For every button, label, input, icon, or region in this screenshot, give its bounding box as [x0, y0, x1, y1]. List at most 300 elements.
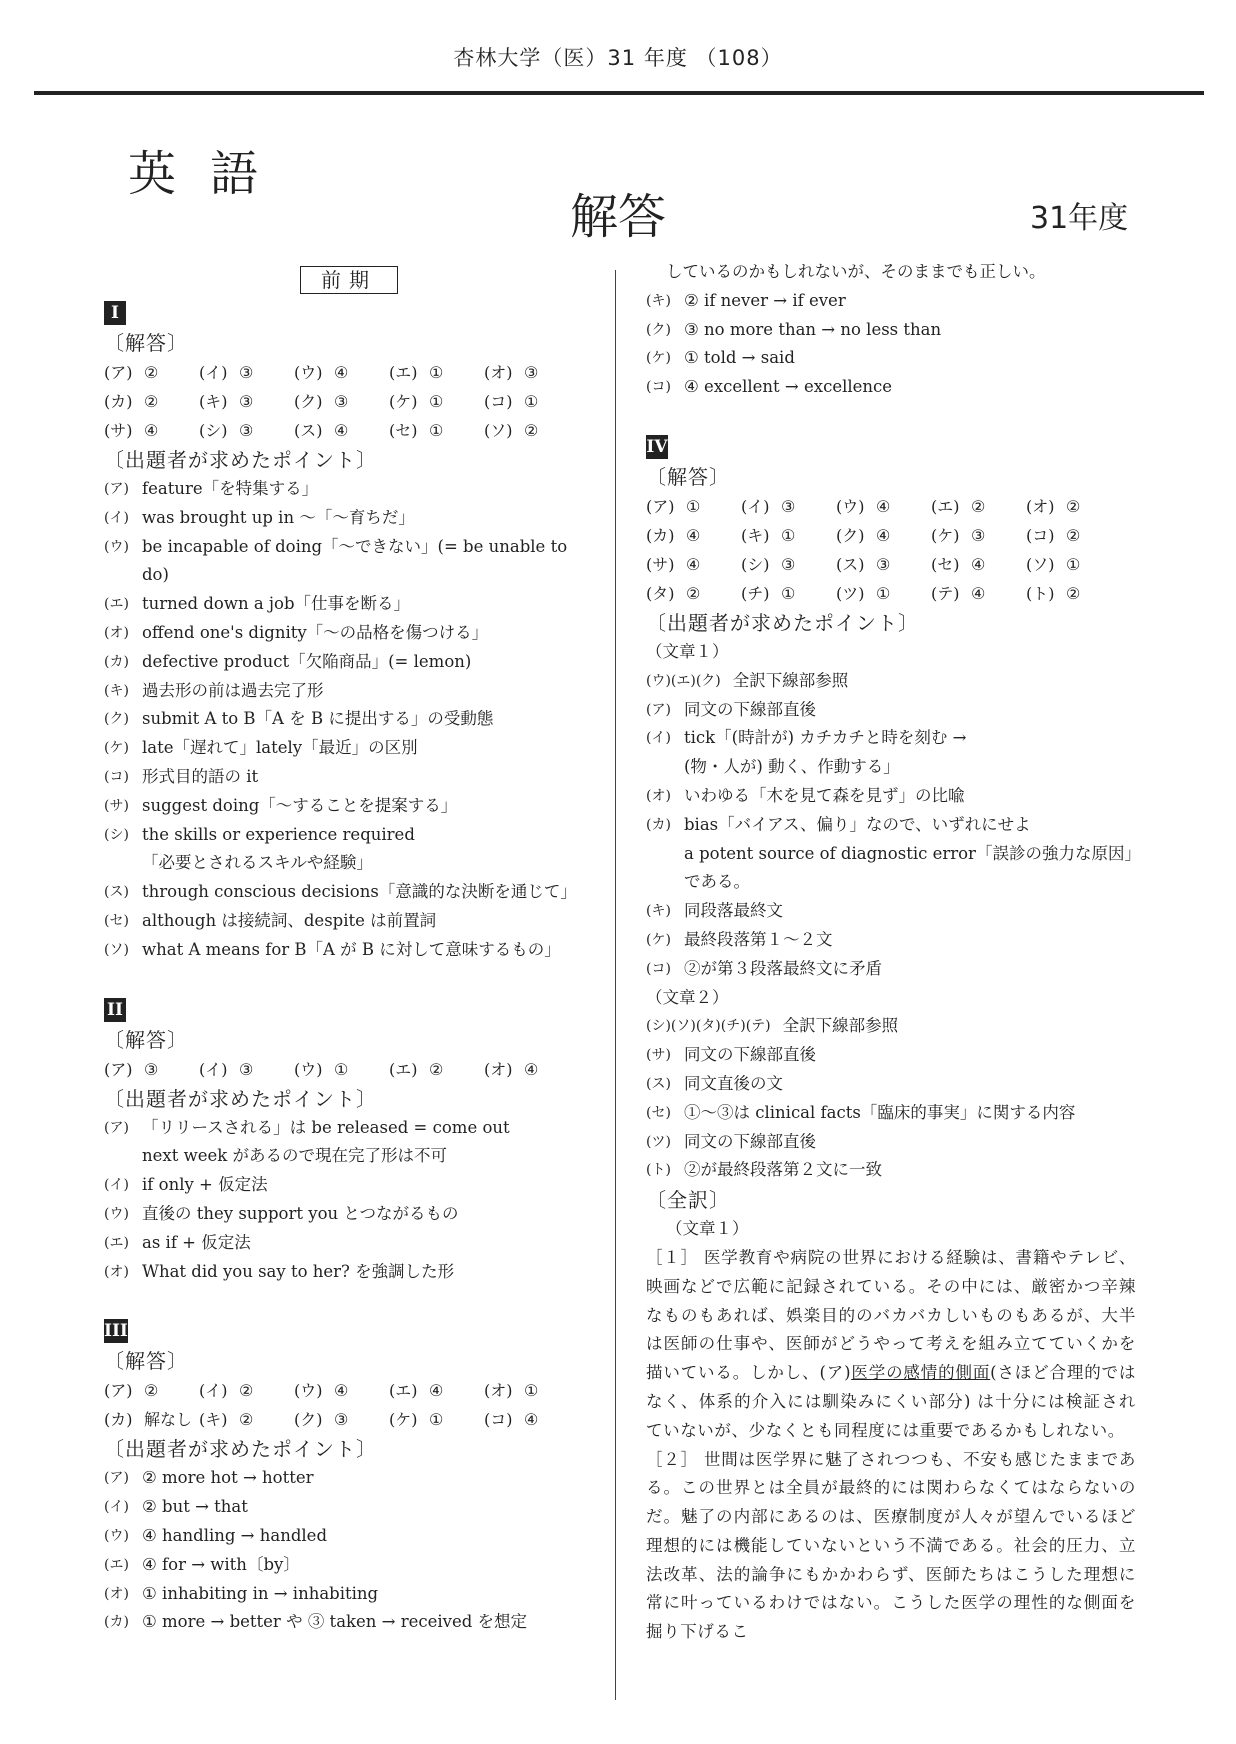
- answer-row: [646, 521, 1136, 550]
- points-heading: 〔出題者が求めたポイント〕: [104, 448, 377, 472]
- answer-value: ③: [876, 554, 891, 574]
- point-item: [104, 907, 594, 936]
- answer-value: ②: [1066, 525, 1081, 545]
- section-badge-2: II: [104, 998, 126, 1022]
- answer-label: (ウ): [294, 363, 323, 382]
- answer-item: [199, 358, 294, 387]
- answer-grid: [104, 1376, 594, 1434]
- answer-row: [104, 1405, 594, 1434]
- answer-item: [1026, 521, 1121, 550]
- point-label: (ス): [104, 884, 129, 901]
- point-label: (セ): [104, 912, 129, 929]
- point-label: (ウ): [104, 538, 129, 555]
- answer-label: (イ): [199, 363, 228, 382]
- point-label: (オ): [104, 624, 129, 641]
- answer-item: [199, 1405, 294, 1434]
- answer-item: [931, 579, 1026, 608]
- point-label: (イ): [104, 509, 129, 526]
- answer-label: (ケ): [931, 525, 960, 545]
- answer-value: ④: [876, 496, 891, 516]
- answer-value: ③: [239, 392, 254, 411]
- column-divider: [615, 270, 616, 1700]
- answer-label: (ク): [836, 525, 865, 545]
- answer-item: [199, 416, 294, 445]
- point-label: (エ): [104, 1234, 129, 1251]
- answer-value: ②: [971, 496, 986, 516]
- point-text: 直後の they support you とつながるもの: [142, 1203, 459, 1223]
- answer-label: (キ): [199, 392, 228, 411]
- point-text: 「必要とされるスキルや経験」: [142, 853, 373, 873]
- period-wrap: [104, 266, 594, 294]
- section-badge-4: IV: [646, 436, 668, 457]
- point-item: [646, 724, 1136, 753]
- answer-value: ①: [429, 1410, 444, 1430]
- point-item: [104, 734, 594, 763]
- point-label: (シ)(ソ)(タ)(チ)(テ): [646, 1018, 771, 1035]
- point-item: [646, 696, 1136, 725]
- header-rule: [34, 91, 1204, 95]
- answer-label: (ア): [646, 496, 675, 516]
- point-label: (キ): [646, 903, 671, 920]
- year-label: 31年度: [1030, 201, 1129, 236]
- point-label: (オ): [104, 1263, 129, 1280]
- point-text: 同文の下線部直後: [684, 1045, 816, 1065]
- answers-heading: 〔解答〕: [104, 1349, 188, 1374]
- answer-label: (ケ): [389, 392, 418, 411]
- para1-part-b: (さほど合理的ではなく、体系的介入には馴染みにくい部分) は十分には検証されていないが、少なくとも同程度には重要であるかもしれない。: [646, 1363, 1136, 1440]
- answer-value: ③: [144, 1059, 159, 1079]
- point-text: suggest doing「～することを提案する」: [142, 795, 458, 815]
- answer-grid: [104, 358, 594, 445]
- point-label: (ア): [104, 1119, 129, 1136]
- point-text: ④ for → with〔by〕: [142, 1554, 300, 1574]
- point-label: (イ): [104, 1177, 129, 1194]
- answer-value: ④: [334, 421, 349, 440]
- point-item: [104, 705, 594, 734]
- point-text: ②が最終段落第２文に一致: [684, 1160, 882, 1180]
- answer-label: (シ): [741, 554, 770, 574]
- answer-label: (カ): [646, 525, 675, 545]
- answer-label: (ク): [294, 392, 323, 411]
- point-item: [104, 936, 594, 965]
- answer-label: (エ): [389, 363, 418, 382]
- point-item: [646, 316, 1136, 345]
- answer-label: (ツ): [836, 583, 865, 603]
- point-label: (コ): [646, 379, 671, 396]
- para1-underlined: 医学の感情的側面: [851, 1363, 991, 1383]
- point-item: [104, 1171, 594, 1200]
- answer-value: ③: [781, 554, 796, 574]
- answer-item: [294, 416, 389, 445]
- point-text: be incapable of doing「～できない」(= be unable to do): [142, 536, 568, 585]
- point-label: (カ): [646, 816, 671, 833]
- point-text: 最終段落第１～２文: [684, 929, 833, 949]
- answer-label: (サ): [646, 554, 675, 574]
- point-item: [646, 782, 1136, 811]
- point-text: ② more hot → hotter: [142, 1468, 314, 1488]
- point-text: ① inhabiting in → inhabiting: [142, 1583, 379, 1603]
- answer-item: [389, 416, 484, 445]
- point-item: [646, 1128, 1136, 1157]
- point-item: [104, 1229, 594, 1258]
- answer-value: ①: [429, 392, 444, 411]
- point-label: [104, 849, 142, 878]
- answer-item: [931, 492, 1026, 521]
- answer-label: (テ): [931, 583, 960, 603]
- answer-item: [199, 387, 294, 416]
- answer-item: [484, 1055, 579, 1084]
- answer-value: ④: [876, 525, 891, 545]
- document-title: 解答: [570, 189, 667, 245]
- answer-label: (ク): [294, 1410, 323, 1430]
- answer-value: ②: [144, 392, 159, 411]
- answer-item: [199, 1376, 294, 1405]
- translation-heading: 〔全訳〕: [646, 1188, 730, 1213]
- point-text: was brought up in ～「～育ちだ」: [142, 507, 415, 527]
- answer-item: [484, 387, 579, 416]
- point-label: (ウ): [104, 1527, 129, 1544]
- answer-value: ④: [524, 1410, 539, 1430]
- answers-heading: 〔解答〕: [104, 1027, 188, 1052]
- answer-value: ①: [429, 363, 444, 382]
- point-text: 「リリースされる」は be released = come out: [142, 1117, 510, 1137]
- point-text: (物・人が) 動く、作動する」: [684, 757, 900, 777]
- answer-label: (オ): [484, 363, 513, 382]
- answer-item: [484, 1376, 579, 1405]
- continued-text: しているのかもしれないが、そのままでも正しい。: [666, 262, 1046, 281]
- answer-label: (イ): [199, 1381, 228, 1401]
- answer-item: [484, 416, 579, 445]
- answer-value: ①: [781, 525, 796, 545]
- answer-item: [199, 1055, 294, 1084]
- answers-heading: 〔解答〕: [104, 331, 188, 355]
- passage-label: （文章２）: [646, 987, 729, 1007]
- point-item: [646, 667, 1136, 696]
- point-label: (サ): [646, 1047, 671, 1064]
- answer-label: (イ): [199, 1059, 228, 1079]
- answer-label: (コ): [1026, 525, 1055, 545]
- answer-value: ④: [971, 554, 986, 574]
- point-label: (カ): [104, 653, 129, 670]
- point-item: [104, 1493, 594, 1522]
- point-label: (イ): [104, 1499, 129, 1516]
- answer-value: ②: [1066, 583, 1081, 603]
- point-text: いわゆる「木を見て森を見ず」の比喩: [684, 785, 965, 805]
- point-item: [104, 878, 594, 907]
- point-label: (エ): [104, 596, 129, 613]
- point-list: [104, 475, 594, 965]
- answer-item: [294, 1055, 389, 1084]
- answer-value: 解なし: [144, 1410, 193, 1430]
- answer-label: (オ): [484, 1059, 513, 1079]
- answer-value: ①: [1066, 554, 1081, 574]
- answer-item: [931, 550, 1026, 579]
- answer-item: [741, 492, 836, 521]
- answer-label: (エ): [389, 1059, 418, 1079]
- point-text: offend one's dignity「～の品格を傷つける」: [142, 622, 489, 642]
- answer-value: ②: [524, 421, 539, 440]
- point-label: (ケ): [646, 931, 671, 948]
- answer-value: ②: [239, 1381, 254, 1401]
- point-item: [646, 811, 1136, 840]
- page-header: 杏林大学（医）31 年度 （108）: [453, 46, 783, 70]
- point-text: 過去形の前は過去完了形: [142, 680, 324, 700]
- point-item: [646, 753, 1136, 782]
- point-item: [104, 849, 594, 878]
- answer-value: ④: [334, 363, 349, 382]
- point-item: [104, 1142, 594, 1171]
- answer-item: [836, 521, 931, 550]
- point-text: although は接続詞、despite は前置詞: [142, 910, 437, 930]
- point-item: [104, 1608, 594, 1637]
- answer-value: ①: [524, 392, 539, 411]
- answer-value: ④: [144, 421, 159, 440]
- point-item: [104, 619, 594, 648]
- answer-label: (ソ): [484, 421, 513, 440]
- point-label: (イ): [646, 730, 671, 747]
- answer-label: (オ): [484, 1381, 513, 1401]
- point-label: (ス): [646, 1075, 671, 1092]
- answer-label: (カ): [104, 392, 133, 411]
- answer-label: (ソ): [1026, 554, 1055, 574]
- point-item: [646, 373, 1136, 402]
- answer-item: [104, 1405, 199, 1434]
- point-item: [646, 1041, 1136, 1070]
- point-text: late「遅れて」lately「最近」の区別: [142, 738, 418, 758]
- point-item: [104, 821, 594, 850]
- answer-item: [484, 358, 579, 387]
- point-item: [646, 1012, 1136, 1041]
- answer-value: ①: [429, 421, 444, 440]
- point-label: (ア): [104, 1470, 129, 1487]
- point-list: [646, 1012, 1136, 1185]
- point-text: ③ no more than → no less than: [684, 319, 942, 339]
- point-label: (ア): [646, 701, 671, 718]
- answer-item: [294, 1405, 389, 1434]
- point-text: 全訳下線部参照: [782, 1016, 899, 1036]
- point-label: (ソ): [104, 941, 129, 958]
- answer-label: (イ): [741, 496, 770, 516]
- answer-row: [646, 550, 1136, 579]
- answer-item: [931, 521, 1026, 550]
- point-item: [104, 648, 594, 677]
- answer-value: ④: [524, 1059, 539, 1079]
- answer-row: [104, 416, 594, 445]
- point-item: [646, 1156, 1136, 1185]
- answer-label: (キ): [199, 1410, 228, 1430]
- answer-label: (コ): [484, 392, 513, 411]
- answer-item: [1026, 550, 1121, 579]
- points-heading: 〔出題者が求めたポイント〕: [104, 1086, 377, 1111]
- answer-value: ②: [686, 583, 701, 603]
- answer-value: ③: [971, 525, 986, 545]
- period-box: 前期: [300, 266, 398, 294]
- point-text: ①～③は clinical facts「臨床的事実」に関する内容: [684, 1102, 1076, 1122]
- point-text: ④ handling → handled: [142, 1525, 328, 1545]
- answer-label: (ア): [104, 363, 133, 382]
- answer-label: (キ): [741, 525, 770, 545]
- point-text: What did you say to her? を強調した形: [142, 1261, 455, 1281]
- answer-item: [389, 1405, 484, 1434]
- answer-label: (ス): [836, 554, 865, 574]
- answer-label: (シ): [199, 421, 228, 440]
- answer-row: [104, 1055, 594, 1084]
- point-item: [646, 1099, 1136, 1128]
- point-label: (ク): [646, 321, 671, 338]
- answer-grid: [104, 1055, 594, 1084]
- answer-value: ④: [971, 583, 986, 603]
- point-text: the skills or experience required: [142, 824, 415, 844]
- answer-item: [836, 550, 931, 579]
- point-label: (ウ)(エ)(ク): [646, 672, 721, 689]
- point-text: submit A to B「A を B に提出する」の受動態: [142, 709, 494, 729]
- point-item: [104, 533, 594, 591]
- point-item: [646, 955, 1136, 984]
- point-item: [104, 792, 594, 821]
- answer-label: (タ): [646, 583, 675, 603]
- points-heading: 〔出題者が求めたポイント〕: [104, 1437, 377, 1462]
- point-list: [104, 1114, 594, 1287]
- answer-label: (ケ): [389, 1410, 418, 1430]
- point-label: (コ): [646, 960, 671, 977]
- answer-label: (ア): [104, 1059, 133, 1079]
- answer-value: ③: [781, 496, 796, 516]
- point-label: (ク): [104, 711, 129, 728]
- point-label: (コ): [104, 768, 129, 785]
- point-item: [104, 1464, 594, 1493]
- right-column: [646, 258, 1136, 1647]
- point-text: ④ excellent → excellence: [684, 377, 893, 397]
- answer-value: ③: [239, 421, 254, 440]
- point-text: through conscious decisions「意識的な決断を通じて」: [142, 882, 577, 902]
- answer-value: ①: [334, 1059, 349, 1079]
- answer-value: ③: [334, 1410, 349, 1430]
- passage-label: （文章１）: [646, 641, 729, 661]
- point-label: [646, 840, 684, 898]
- answer-value: ③: [334, 392, 349, 411]
- point-item: [104, 1258, 594, 1287]
- point-label: (キ): [104, 682, 129, 699]
- point-label: (エ): [104, 1556, 129, 1573]
- point-text: as if + 仮定法: [142, 1232, 251, 1252]
- answer-value: ④: [686, 525, 701, 545]
- point-label: (ア): [104, 481, 129, 497]
- answer-label: (セ): [931, 554, 960, 574]
- answer-item: [104, 1376, 199, 1405]
- point-text: 同文直後の文: [684, 1073, 783, 1093]
- point-label: (ト): [646, 1162, 671, 1179]
- point-label: (シ): [104, 826, 129, 843]
- answer-item: [646, 579, 741, 608]
- answer-item: [104, 358, 199, 387]
- answer-item: [741, 579, 836, 608]
- point-text: ② if never → if ever: [684, 290, 846, 310]
- point-item: [104, 1522, 594, 1551]
- answer-label: (チ): [741, 583, 770, 603]
- answer-label: (ウ): [294, 1059, 323, 1079]
- left-column: [104, 262, 594, 1637]
- answer-row: [646, 492, 1136, 521]
- answer-row: [104, 358, 594, 387]
- point-item: [646, 1070, 1136, 1099]
- point-label: (キ): [646, 292, 671, 309]
- answer-value: ③: [239, 1059, 254, 1079]
- answer-row: [104, 1376, 594, 1405]
- answer-value: ④: [429, 1381, 444, 1401]
- point-item: [104, 504, 594, 533]
- point-label: (オ): [104, 1585, 129, 1602]
- point-text: next week があるので現在完了形は不可: [142, 1146, 447, 1166]
- point-item: [104, 1580, 594, 1609]
- point-label: (ケ): [646, 350, 671, 367]
- point-item: [104, 1200, 594, 1229]
- point-item: [646, 897, 1136, 926]
- answer-label: (カ): [104, 1410, 133, 1430]
- point-text: what A means for B「A が B に対して意味するもの」: [142, 939, 561, 959]
- answer-label: (サ): [104, 421, 133, 440]
- point-text: ②が第３段落最終文に矛盾: [684, 958, 882, 978]
- answer-label: (ウ): [294, 1381, 323, 1401]
- point-text: a potent source of diagnostic error「誤診の強力な原因」である。: [684, 843, 1133, 892]
- point-label: (オ): [646, 787, 671, 804]
- point-text: 形式目的語の it: [142, 766, 259, 786]
- answer-label: (ス): [294, 421, 323, 440]
- answer-label: (エ): [931, 496, 960, 516]
- answer-value: ①: [781, 583, 796, 603]
- points-heading: 〔出題者が求めたポイント〕: [646, 610, 919, 635]
- translation-paragraph-1: [646, 1244, 1136, 1446]
- point-label: (サ): [104, 797, 129, 814]
- answer-value: ②: [144, 1381, 159, 1401]
- point-text: bias「バイアス、偏り」なので、いずれにせよ: [684, 814, 1031, 834]
- point-list: [104, 1464, 594, 1637]
- answer-item: [741, 550, 836, 579]
- point-label: [646, 753, 684, 782]
- point-text: ① told → said: [684, 348, 795, 368]
- point-text: ② but → that: [142, 1497, 248, 1517]
- answer-value: ③: [524, 363, 539, 382]
- answer-item: [1026, 492, 1121, 521]
- answer-value: ②: [1066, 496, 1081, 516]
- subject-title: 英語: [128, 146, 293, 202]
- point-text: defective product「欠陥商品」(= lemon): [142, 651, 472, 671]
- answer-value: ①: [876, 583, 891, 603]
- answer-value: ①: [686, 496, 701, 516]
- answer-grid: [646, 492, 1136, 608]
- point-text: 全訳下線部参照: [732, 670, 849, 690]
- answer-label: (ト): [1026, 583, 1055, 603]
- answer-value: ②: [144, 363, 159, 382]
- point-label: [104, 1142, 142, 1171]
- point-text: feature「を特集する」: [142, 479, 319, 498]
- point-label: (ツ): [646, 1133, 671, 1150]
- answer-item: [104, 387, 199, 416]
- answer-item: [836, 579, 931, 608]
- answer-item: [484, 1405, 579, 1434]
- point-list: [646, 287, 1136, 402]
- point-label: (カ): [104, 1614, 129, 1631]
- answer-label: (エ): [389, 1381, 418, 1401]
- point-text: turned down a job「仕事を断る」: [142, 594, 411, 614]
- answer-value: ③: [239, 363, 254, 382]
- answer-row: [104, 387, 594, 416]
- point-item: [104, 1114, 594, 1143]
- answer-value: ④: [334, 1381, 349, 1401]
- answer-item: [389, 358, 484, 387]
- answer-item: [646, 521, 741, 550]
- answer-item: [389, 387, 484, 416]
- answer-item: [646, 550, 741, 579]
